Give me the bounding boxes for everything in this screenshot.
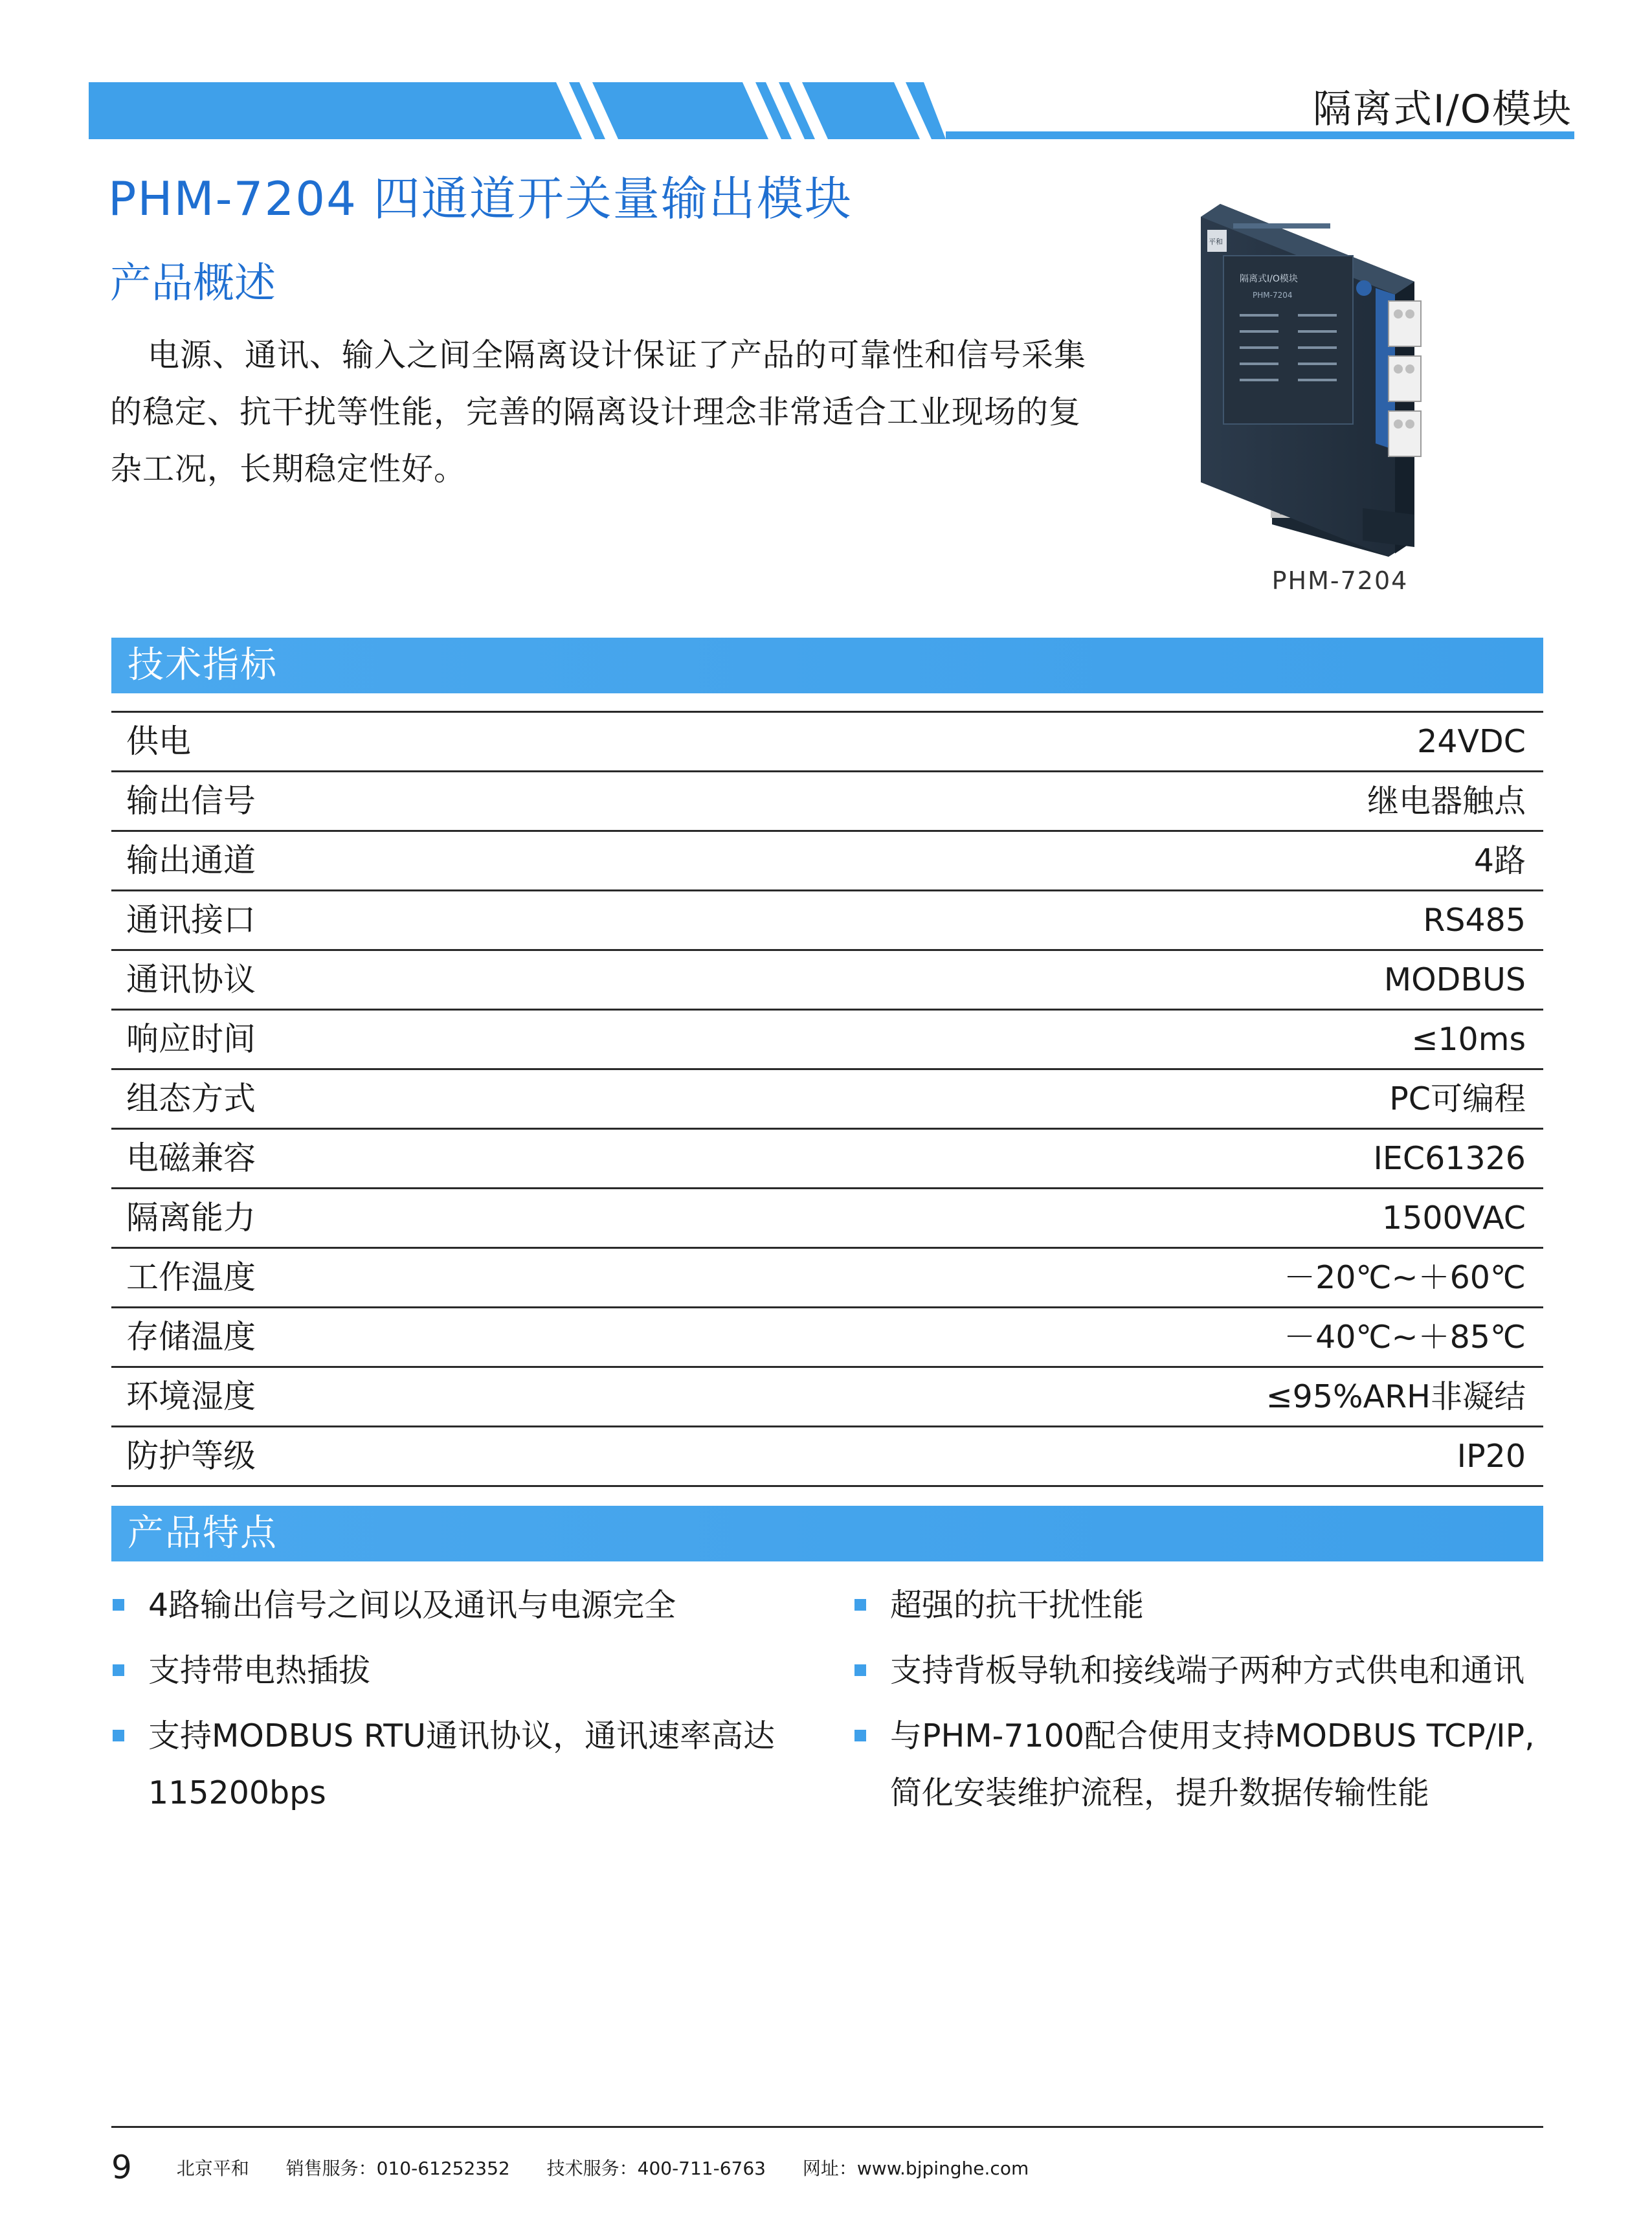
spec-key: 隔离能力 [126,1199,256,1236]
bullet-square-icon [854,1730,866,1741]
spec-key: 通讯接口 [126,901,256,939]
bullet-square-icon [113,1599,124,1611]
spec-row [111,1249,1543,1308]
spec-row [111,891,1543,951]
footer [111,2148,1060,2187]
spec-key: 环境湿度 [126,1378,256,1415]
spec-row [111,772,1543,832]
features-heading-bar [111,1506,1543,1561]
spec-key: 输出通道 [126,842,256,879]
product-caption: PHM-7204 [1271,566,1409,595]
feature-text: 支持MODBUS RTU通讯协议，通讯速率高达115200bps [148,1717,776,1811]
spec-key: 工作温度 [126,1258,256,1296]
spec-key: 组态方式 [126,1080,256,1117]
feature-item [853,1642,1552,1699]
spec-value: ≤95%ARH非凝结 [1266,1378,1526,1415]
spec-row [111,1130,1543,1189]
spec-value: ≤10ms [1411,1021,1526,1058]
footer-company: 北京平和 [176,2158,249,2179]
overview-text: 电源、通讯、输入之间全隔离设计保证了产品的可靠性和信号采集的稳定、抗干扰等性能，完善的隔离设计理念非常适合工业现场的复杂工况，长期稳定性好。 [110,337,1087,487]
spec-value: －40℃~＋85℃ [1284,1319,1526,1356]
spec-value: 1500VAC [1382,1200,1526,1236]
specs-heading: 技术指标 [128,644,278,686]
feature-text: 4路输出信号之间以及通讯与电源完全 [148,1587,676,1624]
spec-value: 24VDC [1417,723,1526,760]
feature-text: 支持带电热插拔 [148,1652,371,1689]
footer-divider [111,2126,1543,2128]
features-heading: 产品特点 [128,1512,278,1554]
product-label-model: PHM-7204 [1253,291,1293,300]
features-left-list [111,1577,785,1830]
spec-value: IEC61326 [1373,1140,1526,1177]
spec-value: IP20 [1457,1438,1526,1475]
spec-row [111,1308,1543,1368]
spec-row [111,832,1543,891]
spec-key: 响应时间 [126,1020,256,1058]
spec-row [111,1070,1543,1130]
spec-row [111,1011,1543,1070]
spec-key: 输出信号 [126,782,256,820]
feature-item [853,1708,1552,1822]
overview-heading: 产品概述 [110,260,276,307]
feature-item [111,1642,785,1699]
bullet-square-icon [113,1664,124,1676]
spec-row [111,951,1543,1011]
spec-key: 供电 [126,722,191,760]
feature-item [111,1708,785,1822]
footer-support: 技术服务：400-711-6763 [546,2158,766,2179]
spec-row [111,1368,1543,1427]
feature-item [853,1577,1552,1634]
product-brand-mark: 平和 [1209,238,1223,246]
feature-text: 超强的抗干扰性能 [890,1587,1144,1624]
spec-value: MODBUS [1383,961,1526,998]
feature-text: 与PHM-7100配合使用支持MODBUS TCP/IP,简化安装维护流程，提升数据传输性能 [890,1717,1535,1811]
feature-item [111,1577,785,1634]
page-title: PHM-7204 四通道开关量输出模块 [108,172,853,226]
spec-key: 电磁兼容 [126,1139,256,1177]
spec-row [111,713,1543,772]
product-image [1194,204,1447,566]
spec-table [111,711,1543,1487]
specs-heading-bar [111,638,1543,693]
bullet-square-icon [854,1664,866,1676]
footer-website: 网址：www.bjpinghe.com [802,2158,1029,2179]
bullet-square-icon [854,1599,866,1611]
spec-value: 4路 [1473,842,1526,879]
spec-key: 存储温度 [126,1318,256,1356]
page-number: 9 [111,2149,132,2186]
bullet-square-icon [113,1730,124,1741]
spec-value: PC可编程 [1389,1080,1526,1117]
spec-value: 继电器触点 [1367,783,1526,820]
feature-text: 支持背板导轨和接线端子两种方式供电和通讯 [890,1652,1525,1689]
spec-value: －20℃~＋60℃ [1284,1259,1526,1296]
product-label-title: 隔离式I/O模块 [1240,274,1298,284]
spec-value: RS485 [1423,902,1526,939]
features-right-list [853,1577,1552,1830]
spec-row [111,1189,1543,1249]
header-category: 隔离式I/O模块 [1312,87,1572,132]
footer-sales: 销售服务：010-61252352 [285,2158,510,2179]
spec-key: 通讯协议 [126,961,256,998]
spec-row [111,1427,1543,1487]
spec-key: 防护等级 [126,1437,256,1475]
